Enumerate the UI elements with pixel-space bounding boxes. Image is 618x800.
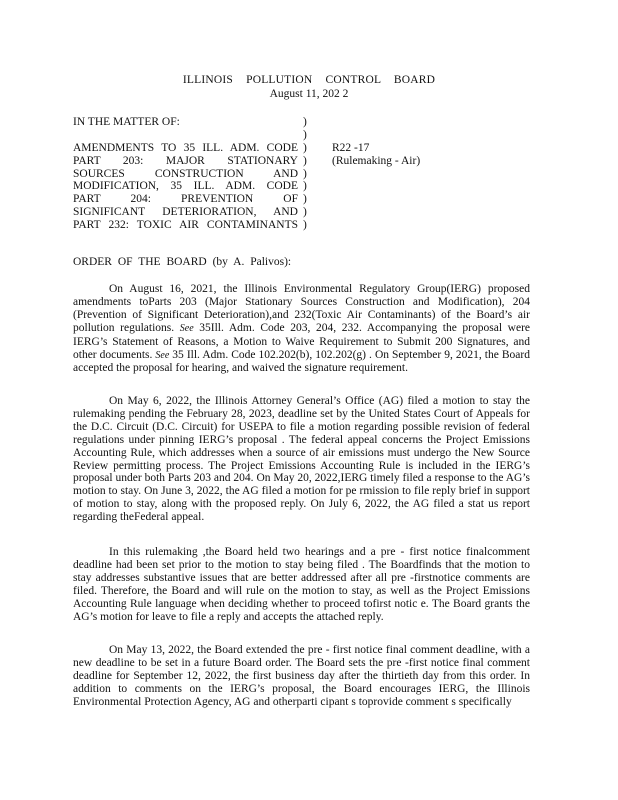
board-name: ILLINOIS POLLUTION CONTROL BOARD [182,74,436,86]
caption-line: SIGNIFICANT DETERIORATION, AND [73,206,298,219]
paragraph-text: 35Ill. Adm. Code 203, 204, 232. Accompanying the proposal were IERG’s Statement of Reasons, a Motion to Waive Requirement to Submit 200 Signatures, and other documents. [73,321,530,361]
paren: ) [303,154,307,167]
caption-line: PART 203: MAJOR STATIONARY [73,154,298,167]
paren: ) [303,167,307,180]
paren: ) [303,116,307,128]
docket-type: (Rulemaking - Air) [332,154,421,167]
paragraph-3: In this rulemaking ,the Board held two hearings and a pre - first notice finalcomment deadline had been set prior to the motion to stay being filed . The Boardfinds that the motion to stay addresses substantive issues that are better addressed after all pre -firstnotice comments are filed. Therefore, the Board and will rule on the motion to stay, as well as the Project Emissions Accounting Rule language when deciding whether to proceed tofirst notic e. The Board grants the AG’s motion for leave to file a reply and accepts the attached reply. [73,546,530,623]
case-caption [73,116,553,241]
paragraph-2: On May 6, 2022, the Illinois Attorney General’s Office (AG) filed a motion to stay the rulemaking pending the February 28, 2023, deadline set by the United States Court of Appeals for the D.C. Circuit (D.C. Circuit) for USEPA to file a motion regarding possible revision of federal regulations under pinning IERG’s proposal . The federal appeal concerns the Project Emissions Accounting Rule, which addresses when a source of air emissions must undergo the New Source Review permitting process. The Project Emissions Accounting Rule is included in the IERG’s proposal under both Parts 203 and 204. On May 20, 2022,IERG timely filed a response to the AG’s motion to stay. On June 3, 2022, the AG filed a motion for pe rmission to file reply brief in support of motion to stay, along with the proposed reply. On July 6, 2022, the AG filed a stat us report regarding theFederal appeal. [73,395,530,524]
caption-line: PART 204: PREVENTION OF [73,193,298,206]
caption-line: IN THE MATTER OF: [73,116,180,128]
paragraph-text: On August 16, 2021, the Illinois Environmental Regulatory Group(IERG) proposed amendments toParts 203 (Major Stationary Sources Construction and Modification), 204 (Prevention of Significant Deterioration),and 232(Toxic Air Contaminants) of the Board’s air pollution regulations. [73,283,530,334]
paren: ) [303,193,307,206]
see-citation: See [155,349,170,361]
see-citation: See [179,322,194,334]
caption-title [73,116,298,232]
paren: ) [303,141,307,154]
paren: ) [303,206,307,219]
paren: ) [303,219,307,232]
paren: ) [303,128,307,141]
caption-line: AMENDMENTS TO 35 ILL. ADM. CODE [73,141,298,154]
paragraph-text: 35 Ill. Adm. Code 102.202(b), 102.202(g) . On September 9, 2021, the Board accepted the proposal for hearing, and waived the signature requirement. [73,348,530,375]
caption-line: MODIFICATION, 35 ILL. ADM. CODE [73,180,298,193]
docket-info [332,142,532,168]
caption-parentheses [303,116,313,232]
paren: ) [303,180,307,193]
order-heading: ORDER OF THE BOARD (by A. Palivos): [73,256,292,268]
docket-number: R22 -17 [332,141,370,154]
caption-line: SOURCES CONSTRUCTION AND [73,167,298,180]
paragraph-4: On May 13, 2022, the Board extended the pre - first notice final comment deadline, with a new deadline to be set in a future Board order. The Board sets the pre -first notice final comment deadline for September 12, 2022, the first business day after the thirtieth day from this order. In addition to comments on the IERG’s proposal, the Board encourages IERG, the Illinois Environmental Protection Agency, AG and otherparti cipant s toprovide comment s specifically [73,644,530,708]
caption-line: PART 232: TOXIC AIR CONTAMINANTS [73,219,298,232]
order-date: August 11, 202 2 [269,88,349,100]
paragraph-1 [73,283,530,375]
